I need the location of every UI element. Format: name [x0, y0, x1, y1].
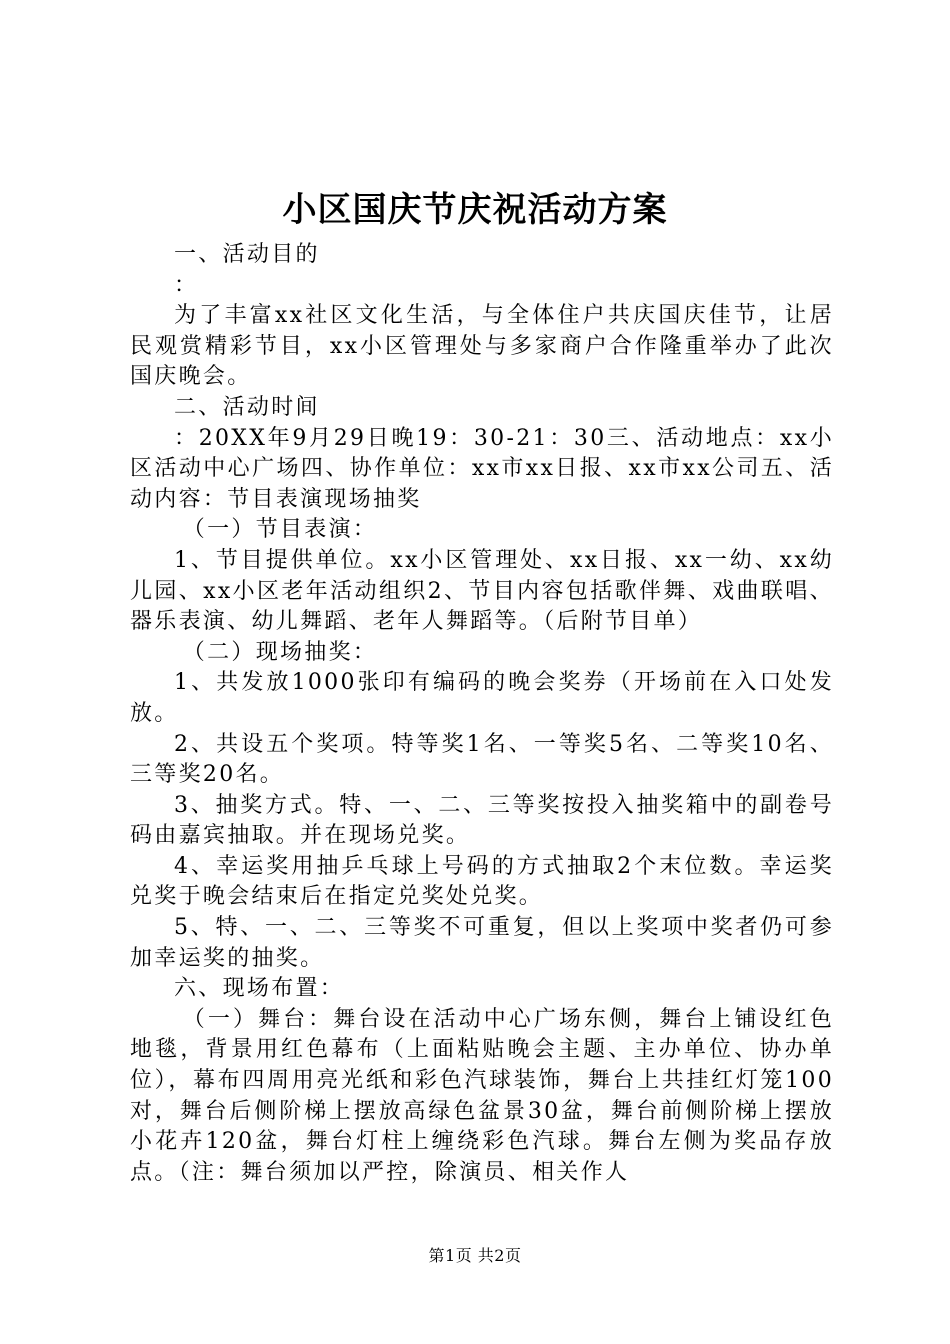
- paragraph-lottery-1: 1、共发放1000张印有编码的晚会奖券（开场前在入口处发放。: [130, 670, 834, 726]
- paragraph-time-place: ：20XX年9月29日晚19：30-21：30三、活动地点：xx小区活动中心广场四、协作单位：xx市xx日报、xx市xx公司五、活动内容：节目表演现场抽奖: [130, 425, 834, 512]
- section-heading-purpose: 一、活动目的: [174, 242, 320, 267]
- paragraph-lottery-5: 5、特、一、二、三等奖不可重复，但以上奖项中奖者仍可参加幸运奖的抽奖。: [130, 915, 834, 971]
- subheading-lottery: （二）现场抽奖：: [182, 639, 378, 665]
- subheading-performance: （一）节目表演：: [182, 517, 378, 543]
- paragraph-performance: 1、节目提供单位。xx小区管理处、xx日报、xx一幼、xx幼儿园、xx小区老年活动组织2、节目内容包括歌伴舞、戏曲联唱、器乐表演、幼儿舞蹈、老年人舞蹈等。（后附节目单）: [130, 547, 834, 635]
- paragraph-lottery-3: 3、抽奖方式。特、一、二、三等奖按投入抽奖箱中的副卷号码由嘉宾抽取。并在现场兑奖。: [130, 792, 834, 849]
- document-body: [130, 240, 834, 1188]
- section-heading-time: 二、活动时间: [174, 394, 320, 420]
- page-footer: 第1页 共2页: [428, 1246, 522, 1265]
- document-title: 小区国庆节庆祝活动方案: [282, 190, 668, 230]
- section-heading-layout: 六、现场布置：: [174, 976, 345, 1002]
- paragraph-lottery-4: 4、幸运奖用抽乒乓球上号码的方式抽取2个末位数。幸运奖兑奖于晚会结束后在指定兑奖处兑奖。: [130, 853, 834, 910]
- paragraph-stage: （一）舞台：舞台设在活动中心广场东侧，舞台上铺设红色地毯，背景用红色幕布（上面粘贴晚会主题、主办单位、协办单位），幕布四周用亮光纸和彩色汽球装饰，舞台上共挂红灯笼100对，舞台后侧阶梯上摆放高绿色盆景30盆，舞台前侧阶梯上摆放小花卉120盆，舞台灯柱上缠绕彩色汽球。舞台左侧为奖品存放点。（注：舞台须加以严控，除演员、相关作人: [130, 1006, 834, 1185]
- paragraph-lottery-2: 2、共设五个奖项。特等奖1名、一等奖5名、二等奖10名、三等奖20名。: [130, 731, 834, 788]
- colon-line: ：: [174, 272, 199, 298]
- paragraph-purpose: 为了丰富xx社区文化生活，与全体住户共庆国庆佳节，让居民观赏精彩节目，xx小区管理处与多家商户合作隆重举办了此次国庆晚会。: [130, 303, 834, 390]
